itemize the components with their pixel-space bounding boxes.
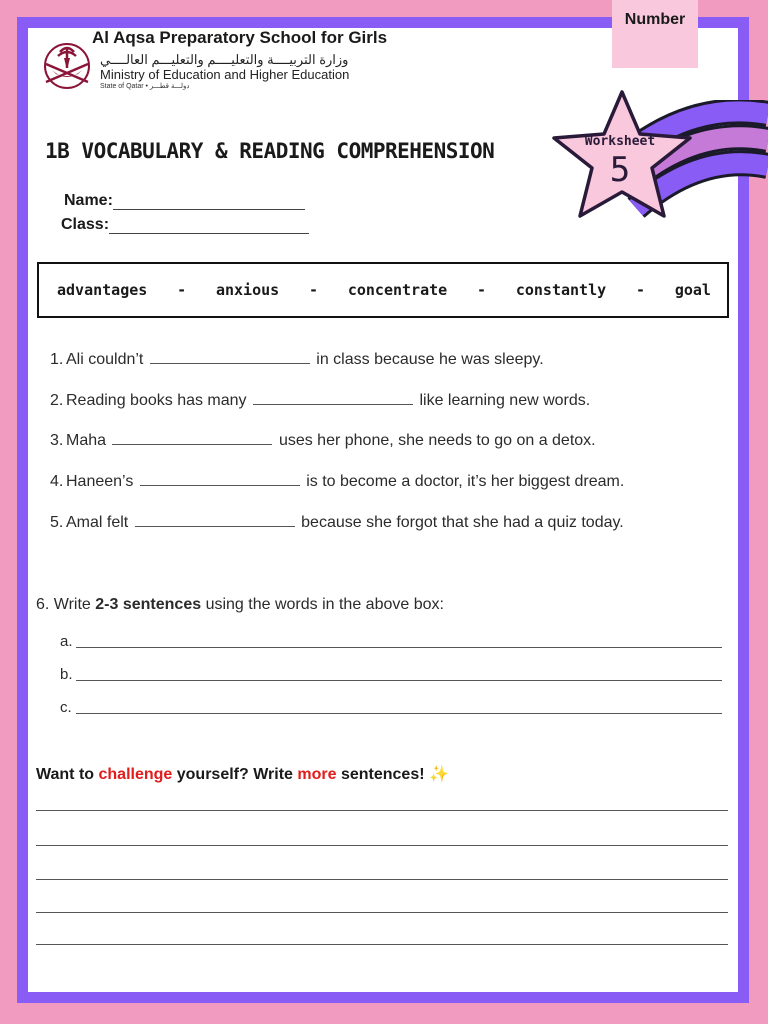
word-separator: - (635, 281, 645, 299)
word-bank-word: advantages (57, 281, 148, 299)
q6-bold: 2-3 sentences (95, 596, 202, 613)
word-separator: - (477, 281, 487, 299)
word-bank-word: constantly (515, 281, 607, 299)
name-label: Name: (64, 192, 113, 209)
q6-prefix: 6. Write (36, 596, 96, 613)
worksheet-label: Worksheet (584, 134, 656, 149)
question-text-after: like learning new words. (419, 392, 591, 409)
question-text-after: is to become a doctor, it’s her biggest dream. (306, 473, 625, 490)
challenge-text: Want to (36, 766, 99, 783)
question-text-before: Ali couldn’t (66, 351, 144, 368)
sparkle-icon: ✨ (428, 766, 449, 783)
challenge-text: yourself? Write (172, 766, 298, 783)
extra-writing-line[interactable] (36, 944, 728, 945)
question-number: 3. (50, 432, 64, 449)
word-bank-word: anxious (215, 281, 280, 299)
question-text-after: in class because he was sleepy. (316, 351, 544, 368)
writing-line-a[interactable] (60, 633, 73, 650)
challenge-prompt (36, 764, 449, 784)
question-1 (50, 350, 544, 369)
challenge-text: sentences! (336, 766, 429, 783)
question-4 (50, 472, 624, 491)
extra-writing-line[interactable] (36, 845, 728, 846)
ministry-english: Ministry of Education and Higher Education (100, 67, 350, 82)
writing-line-c[interactable] (60, 699, 72, 716)
q6-suffix: using the words in the above box: (201, 596, 444, 613)
question-number: 5. (50, 514, 64, 531)
answer-blank[interactable] (140, 472, 300, 486)
question-number: 1. (50, 351, 64, 368)
question-6 (36, 596, 444, 614)
name-line[interactable] (113, 195, 305, 210)
state-label: State of Qatar • دولـــة قطـــر (100, 83, 190, 90)
class-label: Class: (61, 216, 110, 233)
line-letter: b. (60, 666, 73, 683)
answer-blank[interactable] (150, 350, 310, 364)
word-bank-word: concentrate (347, 281, 448, 299)
writing-line-b[interactable] (60, 666, 73, 683)
worksheet-number: 5 (609, 150, 631, 190)
word-bank (37, 262, 729, 318)
class-field (61, 216, 309, 234)
question-text-after: uses her phone, she needs to go on a detox. (278, 432, 596, 449)
question-text-before: Haneen’s (66, 473, 134, 490)
word-bank-word: goal (674, 281, 711, 299)
more-highlight: more (297, 766, 337, 783)
word-separator: - (177, 281, 187, 299)
question-2 (50, 391, 590, 410)
extra-writing-line[interactable] (36, 879, 728, 880)
question-3 (50, 431, 596, 450)
question-text-before: Amal felt (66, 514, 129, 531)
number-label: Number (624, 11, 686, 28)
ministry-arabic: وزارة التربيــــة والتعليــــم والتعليـــم العالــــي (100, 52, 349, 67)
question-5 (50, 513, 624, 532)
question-text-before: Maha (66, 432, 107, 449)
school-name: Al Aqsa Preparatory School for Girls (92, 28, 388, 47)
extra-writing-line[interactable] (36, 810, 728, 811)
extra-writing-line[interactable] (36, 912, 728, 913)
question-text-before: Reading books has many (66, 392, 247, 409)
line-letter: a. (60, 633, 73, 650)
line-letter: c. (60, 699, 72, 716)
name-field (64, 192, 305, 210)
class-line[interactable] (109, 219, 309, 234)
qatar-emblem-icon (38, 38, 96, 94)
word-separator: - (309, 281, 319, 299)
question-text-after: because she forgot that she had a quiz today. (301, 514, 624, 531)
answer-blank[interactable] (253, 391, 413, 405)
question-number: 2. (50, 392, 64, 409)
number-box (612, 0, 698, 68)
challenge-highlight: challenge (98, 766, 173, 783)
question-number: 4. (50, 473, 64, 490)
page-title: 1B VOCABULARY & READING COMPREHENSION (45, 139, 495, 163)
answer-blank[interactable] (112, 431, 272, 445)
answer-blank[interactable] (135, 513, 295, 527)
